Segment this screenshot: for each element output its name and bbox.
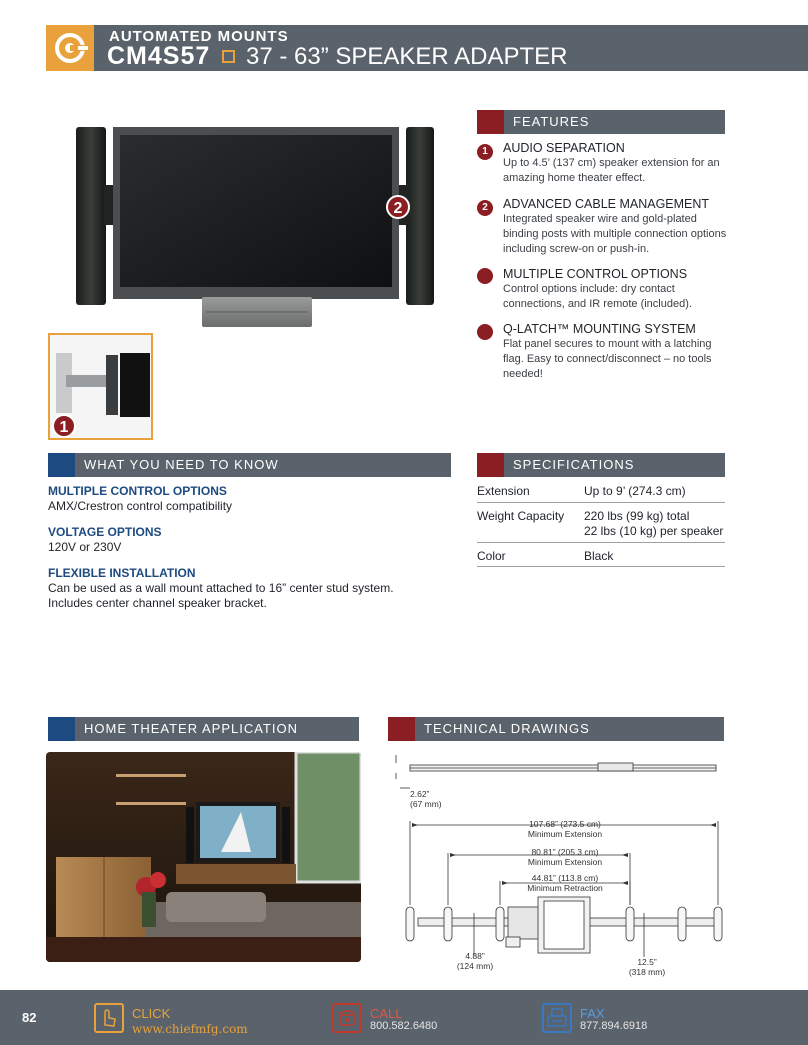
spec-value: Black [584, 549, 614, 563]
need-1-text: AMX/Crestron control compatibility [48, 499, 233, 513]
header-model: CM4S57 [107, 42, 211, 70]
fax-number[interactable]: 877.894.6918 [580, 1020, 648, 1032]
header-subtitle: 37 - 63” SPEAKER ADAPTER [246, 43, 568, 70]
left-offset-dimension-mm: (124 mm) [456, 961, 494, 971]
right-offset-dimension-mm: (318 mm) [628, 967, 666, 977]
spec-row [477, 503, 725, 543]
feature-1-text: Up to 4.5’ (137 cm) speaker extension for an amazing home theater effect. [503, 157, 720, 184]
spec-key: Weight Capacity [477, 509, 565, 523]
right-offset-dimension: 12.5” [637, 957, 657, 967]
features-title: FEATURES [513, 114, 590, 129]
feature-2-text: Integrated speaker wire and gold-plated binding posts with multiple connection options including screw-on or push-in. [503, 213, 727, 255]
left-offset-dimension: 4.88” [465, 951, 485, 961]
chief-logo [46, 25, 94, 71]
mid-extension-value: 80.81” (205.3 cm) [531, 847, 599, 857]
drawings-title: TECHNICAL DRAWINGS [424, 721, 590, 736]
spec-value-secondary: 22 lbs (10 kg) per speaker [584, 524, 724, 538]
phone-icon [332, 1003, 362, 1033]
specs-title: SPECIFICATIONS [513, 457, 635, 472]
need-2-heading: VOLTAGE OPTIONS [48, 525, 162, 539]
fax-label: FAX [580, 1006, 605, 1021]
call-label: CALL [370, 1006, 403, 1021]
spec-value: 220 lbs (99 kg) total [584, 509, 690, 523]
min-retraction-value: 44.81” (113.8 cm) [531, 873, 599, 883]
need-2-text: 120V or 230V [48, 540, 122, 554]
spec-row [477, 543, 725, 567]
feature-2-title: ADVANCED CABLE MANAGEMENT [503, 197, 710, 211]
callout-2-badge: 2 [386, 195, 410, 219]
spec-row [477, 478, 725, 503]
need-header [48, 453, 451, 477]
feature-2-number: 2 [477, 200, 493, 216]
depth-dimension: 2.62” [410, 789, 430, 799]
depth-dimension-mm: (67 mm) [410, 799, 442, 809]
mid-extension-label: Minimum Extension [527, 857, 603, 867]
feature-4-bullet [477, 324, 493, 340]
need-title: WHAT YOU NEED TO KNOW [84, 457, 279, 472]
header-square-icon [222, 50, 235, 63]
home-theater-title: HOME THEATER APPLICATION [84, 721, 298, 736]
max-extension-label: Minimum Extension [527, 829, 603, 839]
need-3-heading: FLEXIBLE INSTALLATION [48, 566, 196, 580]
feature-1-title: AUDIO SEPARATION [503, 141, 625, 155]
min-retraction-label: Minimum Retraction [527, 883, 603, 893]
website-link[interactable]: www.chiefmfg.com [132, 1022, 248, 1036]
max-extension-value: 107.68” (273.5 cm) [529, 819, 601, 829]
feature-3-bullet [477, 268, 493, 284]
feature-4-text: Flat panel secures to mount with a latching flag. Easy to connect/disconnect – no tools needed! [503, 338, 712, 380]
feature-3-title: MULTIPLE CONTROL OPTIONS [503, 267, 688, 281]
spec-key: Color [477, 549, 506, 563]
product-image [76, 125, 436, 330]
callout-1-badge: 1 [52, 414, 76, 438]
feature-4-title: Q-LATCH™ MOUNTING SYSTEM [503, 322, 696, 336]
home-theater-header [48, 717, 359, 741]
header-category: AUTOMATED MOUNTS [109, 28, 289, 45]
specs-header [477, 453, 725, 477]
click-label: CLICK [132, 1006, 171, 1021]
home-theater-photo [46, 752, 361, 962]
feature-3-text: Control options include: dry contact connections, and IR remote (included). [503, 283, 692, 310]
click-icon [94, 1003, 124, 1033]
spec-value: Up to 9’ (274.3 cm) [584, 484, 686, 498]
page-number: 82 [22, 1010, 37, 1025]
drawings-header [388, 717, 724, 741]
fax-icon [542, 1003, 572, 1033]
need-3-text: Can be used as a wall mount attached to 16” center stud system. Includes center channel speaker bracket. [48, 581, 394, 610]
features-header [477, 110, 725, 134]
call-number[interactable]: 800.582.6480 [370, 1020, 438, 1032]
spec-key: Extension [477, 484, 530, 498]
need-1-heading: MULTIPLE CONTROL OPTIONS [48, 484, 227, 498]
feature-1-number: 1 [477, 144, 493, 160]
logo-icon [52, 30, 88, 66]
